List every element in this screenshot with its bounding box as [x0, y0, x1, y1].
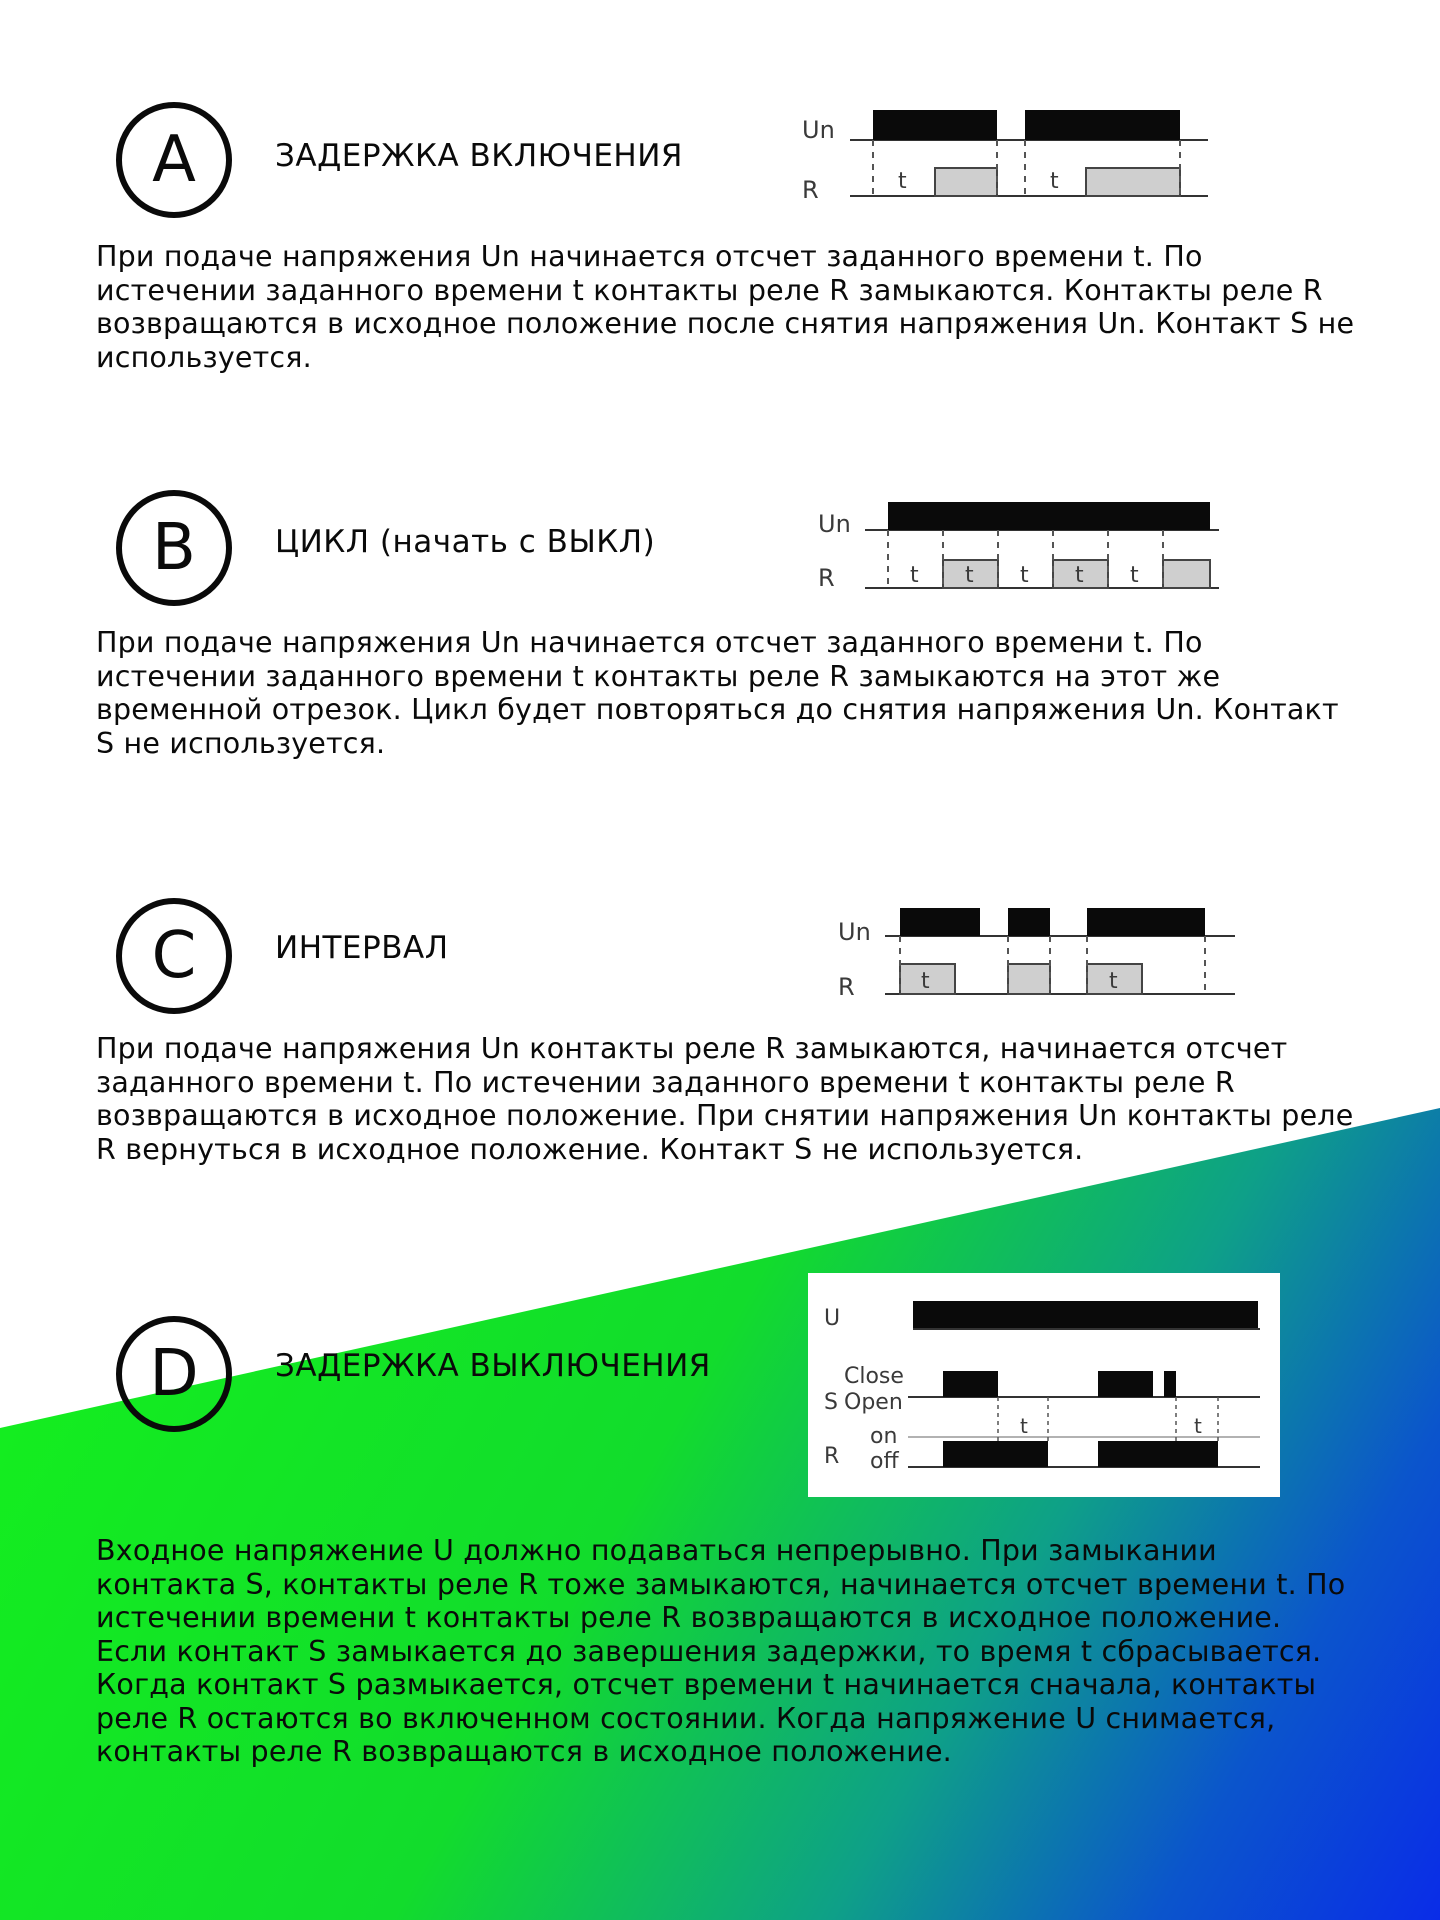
section-b-timing-diagram [815, 498, 1225, 598]
r-on-label: on [870, 1424, 898, 1449]
section-c-title: ИНТЕРВАЛ [275, 930, 449, 966]
s-pulse-1 [943, 1371, 998, 1397]
section-c-timing-diagram [835, 900, 1235, 1005]
u-label: U [824, 1306, 841, 1331]
t-label: t [910, 563, 919, 588]
t-label: t [1020, 563, 1029, 588]
r-pulse-1 [935, 168, 997, 196]
r-off-label: off [870, 1449, 899, 1474]
section-d-title: ЗАДЕРЖКА ВЫКЛЮЧЕНИЯ [275, 1348, 711, 1384]
r-pulse-2 [1098, 1441, 1218, 1467]
r-pulse-1 [943, 1441, 1048, 1467]
section-c-badge: C [116, 898, 232, 1014]
section-b-badge: B [116, 490, 232, 606]
s-label: S [824, 1390, 838, 1415]
un-pulse-1 [900, 908, 980, 936]
section-d-badge: D [116, 1316, 232, 1432]
section-a-timing-diagram [800, 100, 1220, 210]
s-open-label: Open [844, 1390, 903, 1415]
section-d-timing-diagram [808, 1273, 1280, 1497]
r-label: R [824, 1444, 840, 1469]
t-label: t [1130, 563, 1139, 588]
section-a-badge: A [116, 102, 232, 218]
t-label: t [898, 169, 907, 194]
un-pulse-2 [1008, 908, 1050, 936]
r-pulse-2 [1086, 168, 1180, 196]
r-pulse-2 [1008, 964, 1050, 994]
section-b-description: При подаче напряжения Un начинается отсчет заданного времени t. По истечении заданного времени t контакты реле R замыкаются на этот же временной отрезок. Цикл будет повторяться до снятия напряжения Un. Контакт S не используется. [96, 626, 1339, 760]
r-label: R [838, 973, 855, 1001]
r-label: R [802, 176, 819, 204]
r-label: R [818, 564, 835, 592]
u-signal [913, 1301, 1258, 1329]
s-pulse-2 [1098, 1371, 1153, 1397]
t-label: t [1075, 563, 1084, 588]
section-a-title: ЗАДЕРЖКА ВКЛЮЧЕНИЯ [275, 138, 683, 174]
s-close-label: Close [844, 1364, 904, 1389]
un-pulse-1 [873, 110, 997, 140]
t-label: t [921, 969, 930, 994]
un-pulse [888, 502, 1210, 530]
un-pulse-2 [1025, 110, 1180, 140]
section-c-description: При подаче напряжения Un контакты реле R замыкаются, начинается отсчет заданного времени t. По истечении заданного времени t контакты реле R возвращаются в исходное положение. При снятии напряжения Un контакты реле R вернуться в исходное положение. Контакт S не используется. [96, 1032, 1354, 1166]
un-pulse-3 [1087, 908, 1205, 936]
un-label: Un [838, 918, 871, 946]
section-b-title: ЦИКЛ (начать с ВЫКЛ) [275, 524, 656, 560]
section-d-description: Входное напряжение U должно подаваться непрерывно. При замыкании контакта S, контакты реле R тоже замыкаются, начинается отсчет времени t. По истечении времени t контакты реле R возвращаются в исходное положение. Если контакт S замыкается до завершения задержки, то время t сбрасывается. Когда контакт S размыкается, отсчет времени t начинается сначала, контакты реле R остаются во включенном состоянии. Когда напряжение U снимается, контакты реле R возвращаются в исходное положение. [96, 1534, 1346, 1768]
t-label: t [965, 563, 974, 588]
t-label: t [1020, 1414, 1028, 1438]
t-label: t [1109, 969, 1118, 994]
r-pulse-3 [1163, 560, 1210, 588]
un-label: Un [818, 510, 851, 538]
un-label: Un [802, 116, 835, 144]
t-label: t [1194, 1414, 1202, 1438]
section-a-description: При подаче напряжения Un начинается отсчет заданного времени t. По истечении заданного времени t контакты реле R замыкаются. Контакты реле R возвращаются в исходное положение после снятия напряжения Un. Контакт S не используется. [96, 240, 1355, 374]
s-pulse-3 [1164, 1371, 1176, 1397]
t-label: t [1050, 169, 1059, 194]
